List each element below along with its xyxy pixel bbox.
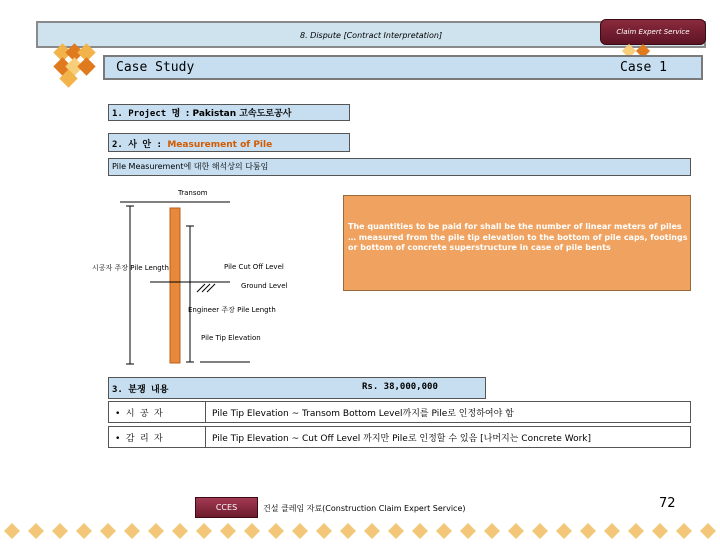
- claim-expert-badge: Claim Expert Service: [600, 19, 706, 45]
- project-label: 1. Project 명 : Pakistan 고속도로공사: [112, 109, 292, 119]
- dispute-label: 3. 분쟁 내용: [112, 385, 169, 395]
- table-row: [108, 401, 691, 423]
- ground-label: Ground Level: [241, 282, 288, 290]
- issue-label: 2. 사 안 : Measurement of Pile: [112, 140, 273, 150]
- dispute-amount: Rs. 38,000,000: [362, 382, 438, 392]
- transom-label: Transom: [178, 189, 208, 197]
- diamond-icon: [77, 57, 95, 75]
- row-text: Pile Tip Elevation ~ Transom Bottom Level까지를 Pile로 인정하여야 함: [212, 408, 514, 419]
- row-party: • 시 공 자: [109, 402, 206, 422]
- pile-diagram: [90, 186, 340, 376]
- engineer-length-label: Engineer 주장 Pile Length: [188, 306, 276, 314]
- row-party: • 감 리 자: [109, 427, 206, 447]
- cces-logo: CCES: [195, 497, 258, 518]
- tip-label: Pile Tip Elevation: [201, 334, 261, 342]
- row-text: Pile Tip Elevation ~ Cut Off Level 까지만 Pile로 인정할 수 있음 [나머지는 Concrete Work]: [212, 433, 592, 444]
- header-title: 8. Dispute [Contract Interpretation]: [300, 31, 443, 40]
- pile-shape: [170, 208, 180, 363]
- case-number-label: Case 1: [620, 60, 667, 75]
- footer-text: 건설 클레임 자료(Construction Claim Expert Service): [263, 504, 466, 513]
- table-row: [108, 426, 691, 448]
- page-number: 72: [659, 496, 676, 511]
- spec-text: The quantities to be paid for shall be the number of linear meters of piles … measured from the pile tip elevation to the bottom of pile caps, footings or bottom of concrete superstructure in case of pile bents: [348, 222, 688, 252]
- description-text: Pile Measurement에 대한 해석상의 다툼임: [112, 162, 269, 171]
- cutoff-label: Pile Cut Off Level: [224, 263, 284, 271]
- diamond-strip: [0, 522, 720, 540]
- case-study-label: Case Study: [116, 60, 195, 75]
- contractor-length-label: 시공자 주장 Pile Length: [92, 264, 169, 272]
